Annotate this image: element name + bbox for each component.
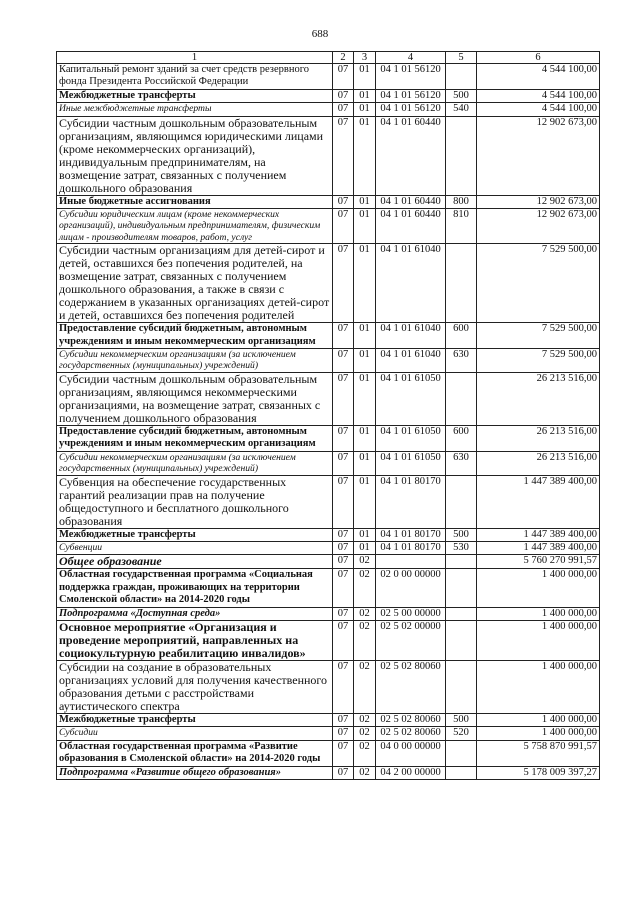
section-code-cell: 07 [333,541,354,554]
target-article-cell: 02 5 00 00000 [376,607,446,620]
section-code-cell: 07 [333,323,354,349]
column-header: 4 [376,52,446,64]
subsection-code-cell: 02 [354,569,376,607]
expense-type-cell [446,766,477,779]
section-code-cell: 07 [333,89,354,102]
amount-cell: 4 544 100,00 [477,89,600,102]
section-code-cell: 07 [333,660,354,713]
target-article-cell: 04 1 01 61050 [376,372,446,425]
target-article-cell [376,555,446,569]
expense-type-cell: 810 [446,209,477,244]
section-code-cell: 07 [333,528,354,541]
table-row [57,569,600,607]
target-article-cell: 04 1 01 60440 [376,195,446,208]
section-code-cell: 07 [333,195,354,208]
section-code-cell: 07 [333,244,354,323]
target-article-cell: 04 1 01 61050 [376,451,446,475]
row-name-cell: Субсидии [57,727,333,740]
amount-cell: 1 447 389 400,00 [477,528,600,541]
target-article-cell: 04 1 01 61040 [376,349,446,373]
amount-cell: 1 400 000,00 [477,727,600,740]
subsection-code-cell: 01 [354,195,376,208]
section-code-cell: 07 [333,740,354,766]
row-name-cell: Субсидии частным дошкольным образовательным организациям, являющимся юридическими лицами (кроме некоммерческих организаций), индивидуальным предпринимателям, на возмещение затрат, связанных с получением дошкольного образования [57,116,333,195]
row-name-cell: Субвенции [57,541,333,554]
table-row [57,349,600,373]
subsection-code-cell: 01 [354,528,376,541]
table-header-row [57,52,600,64]
expense-type-cell: 530 [446,541,477,554]
expense-type-cell: 520 [446,727,477,740]
target-article-cell: 04 1 01 56120 [376,64,446,90]
row-name-cell: Капитальный ремонт зданий за счет средств резервного фонда Президента Российской Федерации [57,64,333,90]
row-name-cell: Предоставление субсидий бюджетным, автономным учреждениям и иным некоммерческим организациям [57,323,333,349]
table-row [57,740,600,766]
subsection-code-cell: 02 [354,766,376,779]
expense-type-cell: 630 [446,451,477,475]
amount-cell: 5 760 270 991,57 [477,555,600,569]
amount-cell: 12 902 673,00 [477,209,600,244]
expense-type-cell [446,372,477,425]
subsection-code-cell: 02 [354,555,376,569]
subsection-code-cell: 02 [354,713,376,726]
row-name-cell: Подпрограмма «Доступная среда» [57,607,333,620]
subsection-code-cell: 01 [354,541,376,554]
table-row [57,528,600,541]
amount-cell: 1 400 000,00 [477,713,600,726]
section-code-cell: 07 [333,116,354,195]
section-code-cell: 07 [333,766,354,779]
amount-cell: 1 400 000,00 [477,569,600,607]
row-name-cell: Субсидии частным организациям для детей-сирот и детей, оставшихся без попечения родителей, на возмещение затрат, связанных с получением дошкольного образования, а также в связи с содержанием в указанных организациях детей-сирот и детей, оставшихся без попечения родителей [57,244,333,323]
page-number: 688 [311,28,329,40]
table-row [57,541,600,554]
expense-type-cell [446,64,477,90]
target-article-cell: 04 1 01 80170 [376,541,446,554]
row-name-cell: Подпрограмма «Развитие общего образования» [57,766,333,779]
expense-type-cell: 500 [446,528,477,541]
table-row [57,209,600,244]
target-article-cell: 02 5 02 80060 [376,660,446,713]
expense-type-cell [446,620,477,660]
section-code-cell: 07 [333,103,354,116]
row-name-cell: Субсидии частным дошкольным образовательным организациям, являющимся некоммерческими организациями, на возмещение затрат, связанных с получением дошкольного образования [57,372,333,425]
section-code-cell: 07 [333,64,354,90]
table-row [57,713,600,726]
expense-type-cell [446,660,477,713]
subsection-code-cell: 01 [354,451,376,475]
row-name-cell: Основное мероприятие «Организация и проведение мероприятий, направленных на социокультурную реабилитацию инвалидов» [57,620,333,660]
amount-cell: 1 447 389 400,00 [477,541,600,554]
table-row [57,727,600,740]
table-row [57,372,600,425]
target-article-cell: 04 2 00 00000 [376,766,446,779]
target-article-cell: 02 5 02 80060 [376,727,446,740]
column-header: 3 [354,52,376,64]
table-row [57,116,600,195]
subsection-code-cell: 02 [354,740,376,766]
column-header: 1 [57,52,333,64]
subsection-code-cell: 01 [354,209,376,244]
expense-type-cell: 500 [446,713,477,726]
amount-cell: 1 400 000,00 [477,660,600,713]
table-row [57,660,600,713]
target-article-cell: 04 0 00 00000 [376,740,446,766]
expense-type-cell [446,116,477,195]
expense-type-cell: 500 [446,89,477,102]
row-name-cell: Межбюджетные трансферты [57,89,333,102]
row-name-cell: Межбюджетные трансферты [57,528,333,541]
subsection-code-cell: 02 [354,660,376,713]
expense-type-cell: 540 [446,103,477,116]
row-name-cell: Иные межбюджетные трансферты [57,103,333,116]
table-row [57,475,600,528]
row-name-cell: Межбюджетные трансферты [57,713,333,726]
column-header: 2 [333,52,354,64]
section-code-cell: 07 [333,372,354,425]
section-code-cell: 07 [333,620,354,660]
amount-cell: 1 400 000,00 [477,607,600,620]
row-name-cell: Субсидии некоммерческим организациям (за исключением государственных (муниципальных) учреждений) [57,451,333,475]
section-code-cell: 07 [333,475,354,528]
amount-cell: 7 529 500,00 [477,349,600,373]
table-row [57,103,600,116]
amount-cell: 1 447 389 400,00 [477,475,600,528]
row-name-cell: Областная государственная программа «Развитие образования в Смоленской области» на 2014-2020 годы [57,740,333,766]
target-article-cell: 04 1 01 61050 [376,425,446,451]
expense-type-cell [446,244,477,323]
amount-cell: 12 902 673,00 [477,116,600,195]
amount-cell: 26 213 516,00 [477,451,600,475]
subsection-code-cell: 02 [354,727,376,740]
table-row [57,425,600,451]
amount-cell: 4 544 100,00 [477,64,600,90]
row-name-cell: Иные бюджетные ассигнования [57,195,333,208]
subsection-code-cell: 01 [354,103,376,116]
amount-cell: 7 529 500,00 [477,244,600,323]
expense-type-cell [446,569,477,607]
section-code-cell: 07 [333,349,354,373]
table-row [57,766,600,779]
table-row [57,451,600,475]
expense-type-cell [446,607,477,620]
table-row [57,89,600,102]
table-row [57,555,600,569]
subsection-code-cell: 01 [354,244,376,323]
amount-cell: 7 529 500,00 [477,323,600,349]
section-code-cell: 07 [333,555,354,569]
subsection-code-cell: 01 [354,64,376,90]
subsection-code-cell: 01 [354,349,376,373]
target-article-cell: 04 1 01 61040 [376,244,446,323]
section-code-cell: 07 [333,451,354,475]
subsection-code-cell: 01 [354,323,376,349]
row-name-cell: Субсидии некоммерческим организациям (за исключением государственных (муниципальных) учреждений) [57,349,333,373]
expense-type-cell: 600 [446,323,477,349]
section-code-cell: 07 [333,727,354,740]
target-article-cell: 04 1 01 60440 [376,116,446,195]
row-name-cell: Областная государственная программа «Социальная поддержка граждан, проживающих на территории Смоленской области» на 2014-2020 годы [57,569,333,607]
amount-cell: 26 213 516,00 [477,372,600,425]
column-header: 6 [477,52,600,64]
amount-cell: 5 178 009 397,27 [477,766,600,779]
table-row [57,620,600,660]
row-name-cell: Субсидии на создание в образовательных организациях условий для получения качественного образования детьми с расстройствами аутистического спектра [57,660,333,713]
amount-cell: 1 400 000,00 [477,620,600,660]
table-row [57,64,600,90]
table-row [57,607,600,620]
column-header: 5 [446,52,477,64]
amount-cell: 4 544 100,00 [477,103,600,116]
target-article-cell: 02 5 02 80060 [376,713,446,726]
target-article-cell: 04 1 01 80170 [376,528,446,541]
section-code-cell: 07 [333,209,354,244]
amount-cell: 26 213 516,00 [477,425,600,451]
subsection-code-cell: 01 [354,475,376,528]
amount-cell: 5 758 870 991,57 [477,740,600,766]
section-code-cell: 07 [333,425,354,451]
row-name-cell: Общее образование [57,555,333,569]
amount-cell: 12 902 673,00 [477,195,600,208]
target-article-cell: 04 1 01 56120 [376,103,446,116]
expense-type-cell: 800 [446,195,477,208]
row-name-cell: Субвенция на обеспечение государственных гарантий реализации прав на получение общедоступного и бесплатного дошкольного образования [57,475,333,528]
subsection-code-cell: 01 [354,89,376,102]
section-code-cell: 07 [333,713,354,726]
expense-type-cell [446,555,477,569]
subsection-code-cell: 02 [354,607,376,620]
subsection-code-cell: 01 [354,372,376,425]
subsection-code-cell: 01 [354,116,376,195]
table-row [57,323,600,349]
table-row [57,195,600,208]
row-name-cell: Предоставление субсидий бюджетным, автономным учреждениям и иным некоммерческим организациям [57,425,333,451]
subsection-code-cell: 01 [354,425,376,451]
section-code-cell: 07 [333,569,354,607]
expense-type-cell [446,740,477,766]
target-article-cell: 04 1 01 56120 [376,89,446,102]
row-name-cell: Субсидии юридическим лицам (кроме некоммерческих организаций), индивидуальным предпринимателям, физическим лицам - производителям товаров, работ, услуг [57,209,333,244]
target-article-cell: 04 1 01 60440 [376,209,446,244]
budget-table [56,51,600,780]
target-article-cell: 04 1 01 61040 [376,323,446,349]
table-row [57,244,600,323]
subsection-code-cell: 02 [354,620,376,660]
expense-type-cell: 630 [446,349,477,373]
target-article-cell: 02 5 02 00000 [376,620,446,660]
target-article-cell: 04 1 01 80170 [376,475,446,528]
section-code-cell: 07 [333,607,354,620]
expense-type-cell [446,475,477,528]
expense-type-cell: 600 [446,425,477,451]
target-article-cell: 02 0 00 00000 [376,569,446,607]
